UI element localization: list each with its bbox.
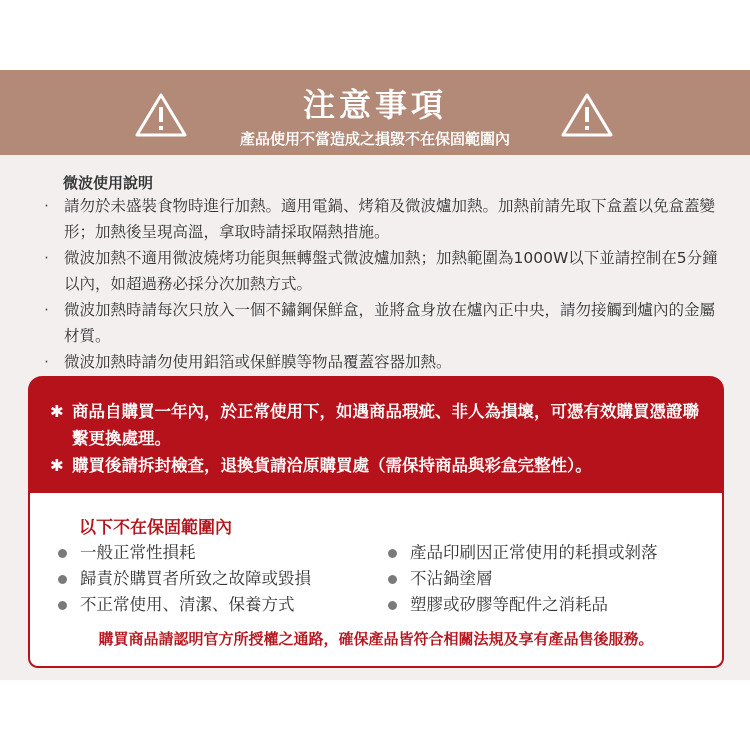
list-item-text: 不沾鍋塗層 [410, 569, 493, 588]
list-item-text: 微波加熱不適用微波燒烤功能與無轉盤式微波爐加熱；加熱範圍為1000W以下並請控制在5分鐘以內，如超過務必採分次加熱方式。 [64, 249, 718, 293]
list-item [58, 592, 311, 618]
exclusions-heading: 以下不在保固範圍內 [79, 518, 232, 538]
warranty-item-text: 購買後請拆封檢查，退換貨請洽原購買處（需保持商品與彩盒完整性）。 [72, 456, 592, 475]
bullet-dot-icon [58, 601, 67, 610]
bullet-dot-icon: · [44, 249, 49, 267]
list-item-text: 歸責於購買者所致之故障或毀損 [80, 569, 311, 588]
exclusions-right-column [388, 540, 658, 618]
microwave-heading: 微波使用說明 [63, 174, 154, 192]
list-item [388, 540, 658, 566]
exclusions-left-column [58, 540, 311, 618]
list-item-text: 產品印刷因正常使用的耗損或剝落 [410, 543, 658, 562]
bullet-dot-icon: · [44, 353, 49, 371]
list-item [58, 566, 311, 592]
list-item [44, 193, 724, 245]
bullet-dot-icon: · [44, 301, 49, 319]
list-item [44, 297, 724, 349]
list-item-text: 微波加熱時請每次只放入一個不鏽鋼保鮮盒，並將盒身放在爐內正中央，請勿接觸到爐內的金屬材質。 [64, 301, 716, 345]
asterisk-icon: ✱ [50, 402, 64, 421]
bullet-dot-icon [58, 549, 67, 558]
warranty-item [50, 452, 710, 479]
list-item [388, 592, 658, 618]
page-title: 注意事項 [302, 86, 447, 124]
bullet-dot-icon: · [44, 197, 49, 215]
bullet-dot-icon [388, 601, 397, 610]
microwave-instructions-list [44, 193, 724, 375]
bullet-dot-icon [388, 549, 397, 558]
bullet-dot-icon [388, 575, 397, 584]
asterisk-icon: ✱ [50, 456, 64, 475]
list-item [388, 566, 658, 592]
list-item [44, 245, 724, 297]
page-subtitle: 產品使用不當造成之損毀不在保固範圍內 [239, 130, 510, 148]
list-item [44, 349, 724, 375]
list-item-text: 微波加熱時請勿使用鋁箔或保鮮膜等物品覆蓋容器加熱。 [64, 353, 452, 371]
list-item-text: 不正常使用、清潔、保養方式 [80, 595, 295, 614]
list-item-text: 塑膠或矽膠等配件之消耗品 [410, 595, 608, 614]
bullet-dot-icon [58, 575, 67, 584]
list-item-text: 一般正常性損耗 [80, 543, 196, 562]
authorized-channel-note: 購買商品請認明官方所授權之通路，確保產品皆符合相關法規及享有產品售後服務。 [98, 630, 654, 648]
list-item-text: 請勿於未盛裝食物時進行加熱。適用電鍋、烤箱及微波爐加熱。加熱前請先取下盒蓋以免盒蓋變形；加熱後呈現高溫，拿取時請採取隔熱措施。 [64, 197, 716, 241]
list-item [58, 540, 311, 566]
warranty-item-text: 商品自購買一年內，於正常使用下，如遇商品瑕疵、非人為損壞，可憑有效購買憑證聯繫更換處理。 [72, 402, 699, 448]
warranty-item [50, 398, 710, 452]
